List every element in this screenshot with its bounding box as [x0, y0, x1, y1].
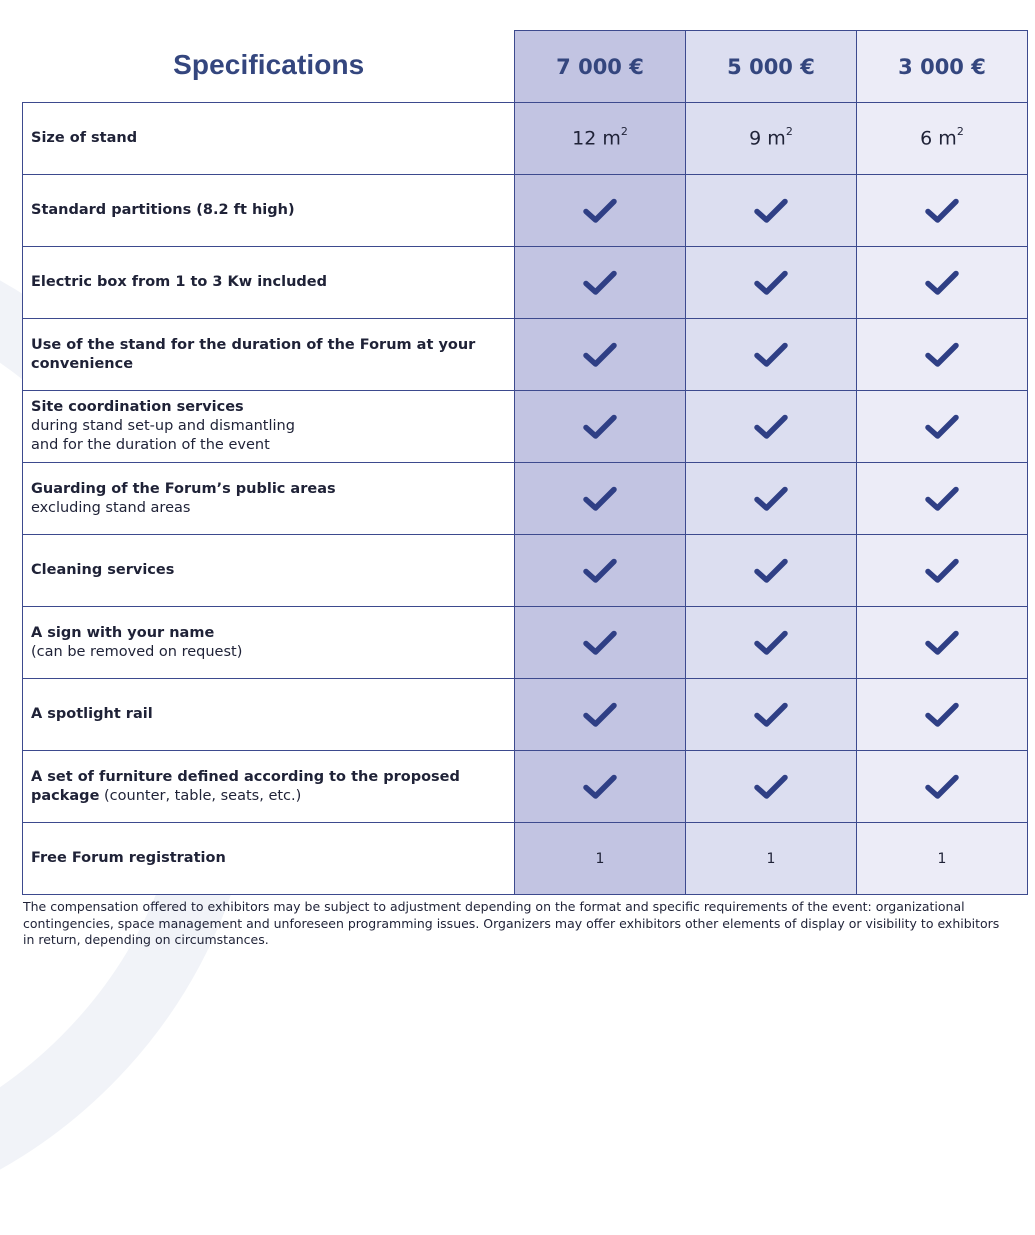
table-row-feature [23, 751, 1028, 823]
included-cell [857, 247, 1028, 319]
checkmark-icon [754, 557, 788, 585]
row-label [23, 175, 515, 247]
included-cell [686, 175, 857, 247]
row-label-bold: Guarding of the Forum’s public areas [31, 480, 336, 497]
row-label-bold: Electric box from 1 to 3 Kw included [31, 274, 327, 290]
checkmark-icon [754, 197, 788, 225]
table-row-feature [23, 319, 1028, 391]
registration-count: 1 [857, 823, 1028, 895]
included-cell [857, 751, 1028, 823]
row-label-bold: Cleaning services [31, 562, 175, 578]
included-cell [686, 391, 857, 463]
row-label-bold: A sign with your name [31, 624, 215, 641]
included-cell [686, 751, 857, 823]
included-cell [515, 391, 686, 463]
table-row-feature [23, 463, 1028, 535]
checkmark-icon [583, 341, 617, 369]
stand-size-number: 6 m [920, 127, 957, 150]
checkmark-icon [583, 197, 617, 225]
included-cell [686, 607, 857, 679]
row-label [23, 607, 515, 679]
row-label [23, 247, 515, 319]
checkmark-icon [754, 485, 788, 513]
footer-note: The compensation offered to exhibitors may be subject to adjustment depending on the format and specific requirements of the event: organizational contingencies, space management and unforeseen programming issues. Organizers may offer exhibitors other elements of display or visibility to exhibitors in return, depending on circumstances. [23, 899, 1000, 947]
included-cell [857, 175, 1028, 247]
checkmark-icon [925, 773, 959, 801]
checkmark-icon [925, 341, 959, 369]
row-label-detail-inline: (counter, table, seats, etc.) [104, 787, 302, 804]
checkmark-icon [925, 629, 959, 657]
included-cell [857, 679, 1028, 751]
row-label-bold: Site coordination services [31, 399, 244, 415]
checkmark-icon [925, 485, 959, 513]
included-cell [515, 751, 686, 823]
checkmark-icon [583, 557, 617, 585]
row-label [23, 679, 515, 751]
checkmark-icon [583, 629, 617, 657]
checkmark-icon [754, 773, 788, 801]
stand-size-value [857, 103, 1028, 175]
checkmark-icon [925, 557, 959, 585]
checkmark-icon [754, 629, 788, 657]
row-label [23, 535, 515, 607]
included-cell [515, 319, 686, 391]
table-row-feature [23, 247, 1028, 319]
table-row-registration [23, 823, 1028, 895]
included-cell [857, 319, 1028, 391]
title-cell [23, 31, 515, 103]
stand-size-value [515, 103, 686, 175]
included-cell [515, 463, 686, 535]
checkmark-icon [925, 701, 959, 729]
table-row-feature [23, 607, 1028, 679]
checkmark-icon [754, 701, 788, 729]
table-body [23, 103, 1028, 895]
checkmark-icon [925, 197, 959, 225]
row-label [23, 319, 515, 391]
page-title: Specifications [173, 48, 365, 80]
row-label-bold: Standard partitions (8.2 ft high) [31, 202, 295, 218]
table-row-size-of-stand [23, 103, 1028, 175]
row-label [23, 391, 515, 463]
included-cell [515, 607, 686, 679]
included-cell [857, 463, 1028, 535]
checkmark-icon [583, 269, 617, 297]
checkmark-icon [925, 413, 959, 441]
included-cell [686, 679, 857, 751]
price-header-7000: 7 000 € [515, 31, 686, 103]
specifications-table [22, 30, 1028, 895]
included-cell [686, 463, 857, 535]
stand-size-exponent: 2 [785, 125, 793, 139]
checkmark-icon [754, 341, 788, 369]
registration-count: 1 [686, 823, 857, 895]
header-row [23, 31, 1028, 103]
stand-size-number: 12 m [572, 127, 621, 150]
included-cell [515, 247, 686, 319]
row-label-detail: excluding stand areas [31, 499, 191, 516]
checkmark-icon [754, 269, 788, 297]
table-row-feature [23, 391, 1028, 463]
table-row-feature [23, 535, 1028, 607]
checkmark-icon [583, 413, 617, 441]
checkmark-icon [925, 269, 959, 297]
row-label-detail: during stand set-up and dismantling and for the duration of the event [31, 418, 295, 453]
table-row-feature [23, 175, 1028, 247]
included-cell [686, 535, 857, 607]
row-label [23, 463, 515, 535]
included-cell [515, 175, 686, 247]
stand-size-exponent: 2 [956, 125, 964, 139]
row-label [23, 103, 515, 175]
row-label-bold: Free Forum registration [31, 850, 226, 866]
row-label-bold: Use of the stand for the duration of the Forum at your convenience [31, 336, 476, 372]
row-label-bold: A spotlight rail [31, 706, 153, 722]
row-label-bold: Size of stand [31, 130, 138, 146]
stand-size-exponent: 2 [620, 125, 628, 139]
row-label-bold: A set of furniture defined according to the proposed package [31, 768, 460, 804]
stand-size-number: 9 m [749, 127, 786, 150]
included-cell [686, 319, 857, 391]
row-label-detail: (can be removed on request) [31, 643, 243, 660]
included-cell [515, 535, 686, 607]
included-cell [515, 679, 686, 751]
checkmark-icon [754, 413, 788, 441]
included-cell [857, 607, 1028, 679]
checkmark-icon [583, 485, 617, 513]
price-header-3000: 3 000 € [857, 31, 1028, 103]
included-cell [857, 535, 1028, 607]
included-cell [857, 391, 1028, 463]
checkmark-icon [583, 701, 617, 729]
row-label [23, 751, 515, 823]
stand-size-value [686, 103, 857, 175]
row-label [23, 823, 515, 895]
registration-count: 1 [515, 823, 686, 895]
included-cell [686, 247, 857, 319]
price-header-5000: 5 000 € [686, 31, 857, 103]
table-row-feature [23, 679, 1028, 751]
checkmark-icon [583, 773, 617, 801]
